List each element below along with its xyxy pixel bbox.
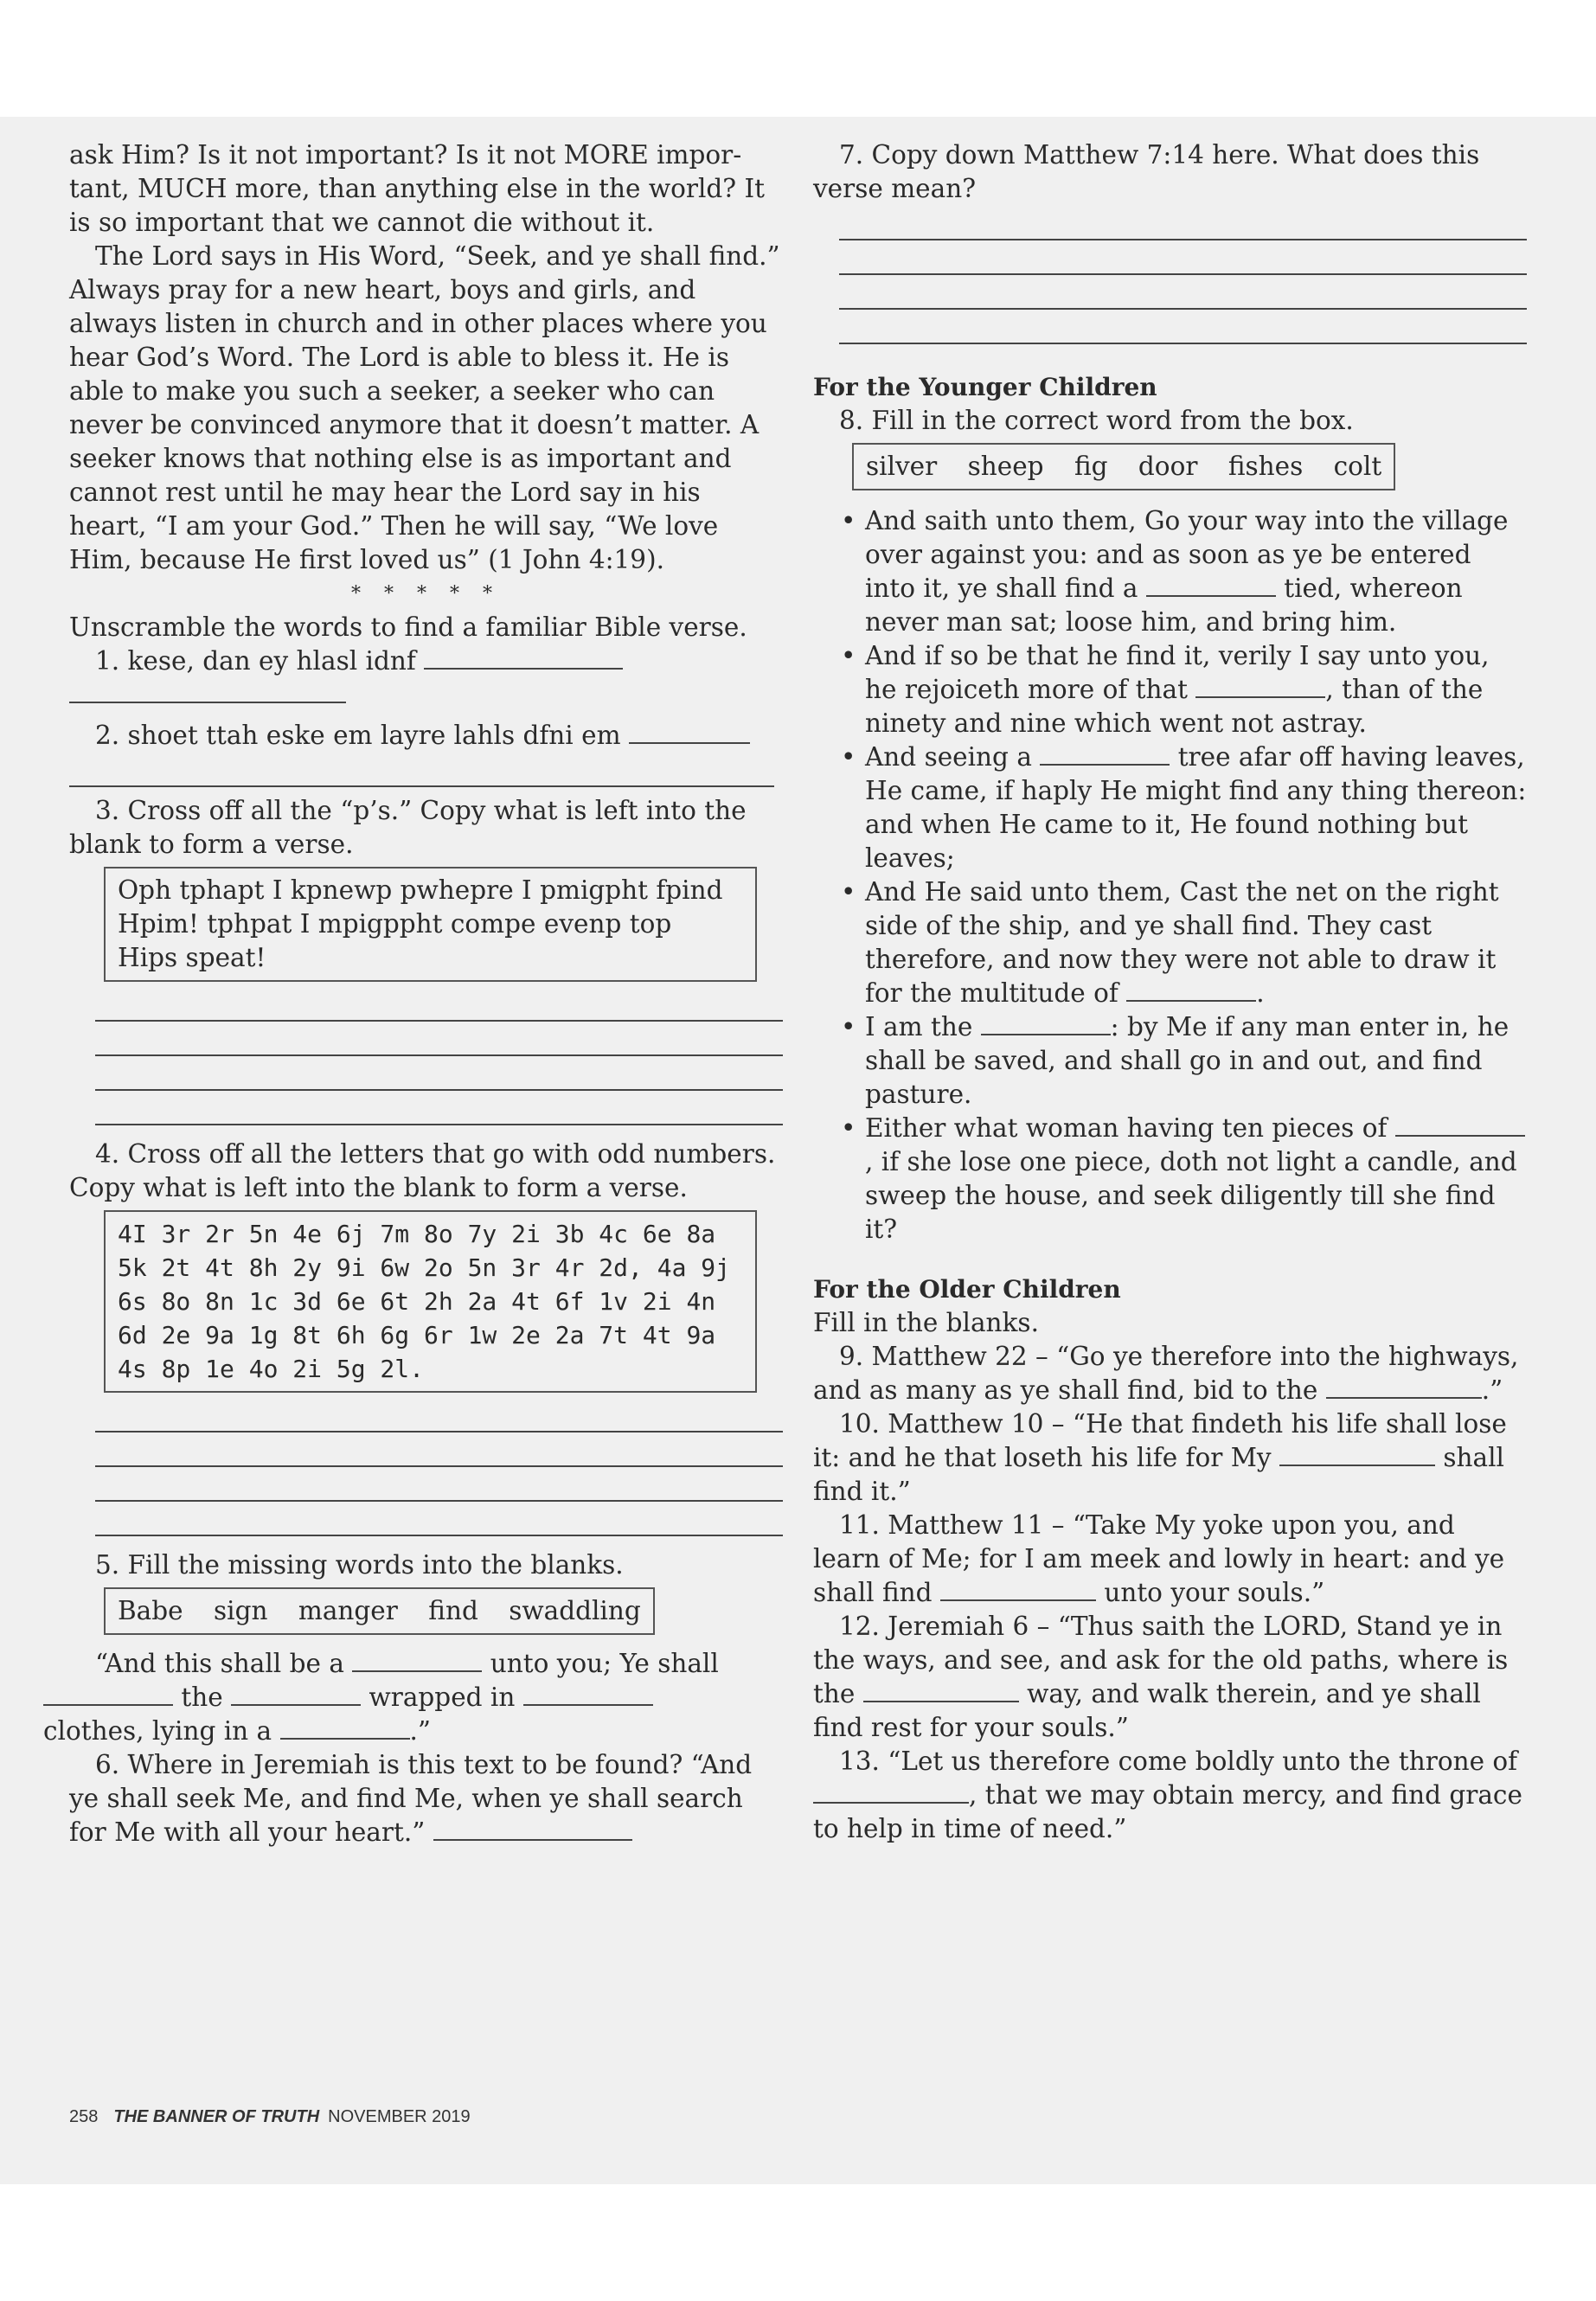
unscramble-intro: Unscramble the words to find a familiar Bible verse. [69,612,747,642]
box-line: 5k 2t 4t 8h 2y 9i 6w 2o 5n 3r 4r 2d, 4a 9j [118,1253,731,1282]
question-5-text [43,1647,783,1748]
question-9 [813,1340,1527,1407]
verse-list [813,504,1527,1247]
answer-line[interactable] [95,1502,783,1536]
intro-paragraph-2: The Lord says in His Word, “Seek, and ye shall find.” Always pray for a new heart, boys and girls, and always listen in church and in other places where you hear God’s Word. The Lord is able to bless it. He is able to make you such a seeker, a seeker who can never be convinced anymore that it doesn’t matter. A seeker knows that nothing else is as important and cannot rest until he may hear the Lord say in his heart, “I am your God.” Then he will say, “We love Him, because He first loved us” (1 John 4:19). [69,241,780,574]
answer-blank[interactable] [352,1648,482,1672]
word-option: manger [298,1596,398,1625]
word-option: sign [214,1596,268,1625]
fill-blanks-instruction: Fill in the blanks. [813,1308,1039,1337]
text-part: , if she lose one piece, doth not light a candle, and sweep the house, and seek diligently till she find it? [865,1147,1517,1244]
answer-line[interactable] [95,1091,783,1125]
answer-blank[interactable] [813,1779,969,1804]
text-part: Either what woman having ten pieces of [865,1113,1388,1143]
verse-item [813,740,1527,875]
text-part: shall find it.” [813,1443,1504,1506]
text-part: , than of the ninety and nine which went not astray. [865,675,1484,738]
text-part: And if so be that he find it, verily I say unto you, he rejoiceth more of that [865,641,1490,704]
text-part: And He said unto them, Cast the net on the right side of the ship, and ye shall find. They cast therefore, and now they were not able to draw it for the multitude of [865,877,1499,1008]
page-number: 258 [69,2107,99,2126]
answer-line[interactable] [95,1022,783,1056]
text-part: 9. Matthew 22 – “Go ye therefore into the highways, and as many as ye shall find, bid to the [813,1342,1519,1405]
verse-item [813,1112,1527,1247]
word-option: fishes [1227,452,1304,481]
left-column [43,138,783,1849]
text-part: , that we may obtain mercy, and find grace to help in time of need.” [813,1780,1522,1843]
answer-line[interactable] [839,275,1527,310]
text-part: I am the [865,1012,973,1042]
answer-blank[interactable] [629,720,750,744]
answer-line[interactable] [69,753,774,787]
text-part: . [1256,978,1265,1008]
text-part: tree afar off having leaves, He came, if haply He might find any thing thereon: and when He came to it, He found nothing but leaves; [865,742,1527,873]
word-option: colt [1333,452,1382,481]
box-line: Oph tphapt I kpnewp pwhepre I pmigpht fpind [118,875,723,905]
intro-paragraph-1: ask Him? Is it not important? Is it not MORE impor-tant, MUCH more, than anything else in the world? It is so important that we cannot die without it. [69,140,765,237]
answer-blank[interactable] [69,679,346,703]
issue-date: NOVEMBER 2019 [328,2107,471,2126]
question-7: 7. Copy down Matthew 7:14 here. What does this verse mean? [813,140,1480,203]
answer-line[interactable] [839,310,1527,344]
right-column [813,138,1527,1846]
box-line: 6d 2e 9a 1g 8t 6h 6g 6r 1w 2e 2a 7t 4t 9a [118,1321,716,1349]
text-part: the [181,1682,223,1712]
page-footer [69,2107,471,2127]
question-1 [69,644,783,712]
word-option: silver [866,452,938,481]
text-part: 13. “Let us therefore come boldly unto the throne of [839,1747,1518,1776]
question-3: 3. Cross off all the “p’s.” Copy what is left into the blank to form a verse. [69,796,747,859]
answer-blank[interactable] [1146,573,1276,597]
text-part: And seeing a [865,742,1032,772]
question-5-box [104,1587,655,1635]
text-part: unto your souls.” [1104,1578,1325,1607]
answer-blank[interactable] [43,1682,173,1706]
word-option: Babe [118,1596,183,1625]
answer-blank[interactable] [1326,1375,1482,1399]
box-line: 4s 8p 1e 4o 2i 5g 2l. [118,1355,425,1383]
text-part: way, and walk therein, and ye shall find rest for your souls.” [813,1679,1481,1742]
answer-line[interactable] [95,987,783,1022]
younger-children-heading: For the Younger Children [813,373,1157,401]
word-option: swaddling [509,1596,641,1625]
answer-blank[interactable] [981,1011,1111,1035]
text-part: “And this shall be a [95,1649,344,1678]
box-line: 6s 8o 8n 1c 3d 6e 6t 2h 2a 4t 6f 1v 2i 4n [118,1287,716,1316]
question-2 [69,719,783,753]
question-3-box [104,867,757,982]
older-children-heading: For the Older Children [813,1275,1121,1304]
answer-blank[interactable] [940,1577,1096,1601]
answer-blank[interactable] [1040,741,1170,766]
verse-item [813,504,1527,639]
answer-line[interactable] [839,240,1527,275]
answer-blank[interactable] [1195,674,1325,698]
answer-blank[interactable] [433,1817,632,1841]
answer-line[interactable] [95,1433,783,1467]
question-2-text: 2. shoet ttah eske em layre lahls dfni em [95,721,621,750]
text-part: .” [1481,1375,1503,1405]
text-part: And saith unto them, Go your way into the village over against you: and as soon as ye be entered into it, ye shall find a [865,506,1509,603]
verse-item [813,1010,1527,1112]
box-line: Hpim! tphpat I mpigppht compe evenp top [118,909,672,939]
answer-blank[interactable] [1126,977,1256,1002]
word-option: sheep [967,452,1044,481]
publication-title: THE BANNER OF TRUTH [113,2107,320,2126]
answer-line[interactable] [95,1056,783,1091]
answer-blank[interactable] [231,1682,361,1706]
answer-blank[interactable] [863,1678,1019,1702]
question-5-box-wrap [69,1582,783,1640]
text-part: .” [409,1716,431,1746]
box-line: Hips speat! [118,943,266,972]
question-12 [813,1610,1527,1745]
answer-blank[interactable] [424,645,623,670]
answer-blank[interactable] [1279,1442,1435,1466]
question-4-box [104,1210,757,1393]
text-part: 11. Matthew 11 – “Take My yoke upon you, and learn of Me; for I am meek and lowly in heart: and ye shall find [813,1510,1505,1607]
question-4: 4. Cross off all the letters that go with odd numbers. Copy what is left into the blank to form a verse. [69,1139,776,1202]
word-option: door [1138,452,1198,481]
answer-line[interactable] [95,1467,783,1502]
text-part: clothes, lying in a [43,1716,272,1746]
text-part: wrapped in [369,1682,516,1712]
box-line: 4I 3r 2r 5n 4e 6j 7m 8o 7y 2i 3b 4c 6e 8a [118,1220,716,1248]
answer-line[interactable] [95,1398,783,1433]
text-part: : by Me if any man enter in, he shall be saved, and shall go in and out, and find pasture. [865,1012,1509,1109]
word-option: find [428,1596,478,1625]
question-13 [813,1745,1527,1846]
text-part: 12. Jeremiah 6 – “Thus saith the LORD, Stand ye in the ways, and see, and ask for the old paths, where is the [813,1612,1509,1708]
answer-blank[interactable] [1395,1112,1525,1137]
question-8: 8. Fill in the correct word from the box. [839,406,1354,435]
question-11 [813,1509,1527,1610]
answer-blank[interactable] [523,1682,653,1706]
verse-item [813,639,1527,740]
answer-blank[interactable] [280,1715,410,1740]
question-6-text: 6. Where in Jeremiah is this text to be found? “And ye shall seek Me, and find Me, when ye shall search for Me with all your heart.” [69,1750,753,1847]
text-part: 10. Matthew 10 – “He that findeth his life shall lose it: and he that loseth his life for My [813,1409,1507,1472]
question-10 [813,1407,1527,1509]
question-1-text: 1. kese, dan ey hlasl idnf [95,646,416,676]
verse-item [813,875,1527,1010]
question-8-box-wrap [813,438,1527,496]
question-5: 5. Fill the missing words into the blanks. [95,1550,624,1580]
question-6 [69,1748,783,1849]
answer-line[interactable] [839,206,1527,240]
section-divider: * * * * * [351,583,501,605]
text-part: unto you; Ye shall [490,1649,719,1678]
question-8-box [852,443,1395,490]
text-part: tied, whereon never man sat; loose him, and bring him. [865,574,1463,637]
word-option: fig [1074,452,1108,481]
